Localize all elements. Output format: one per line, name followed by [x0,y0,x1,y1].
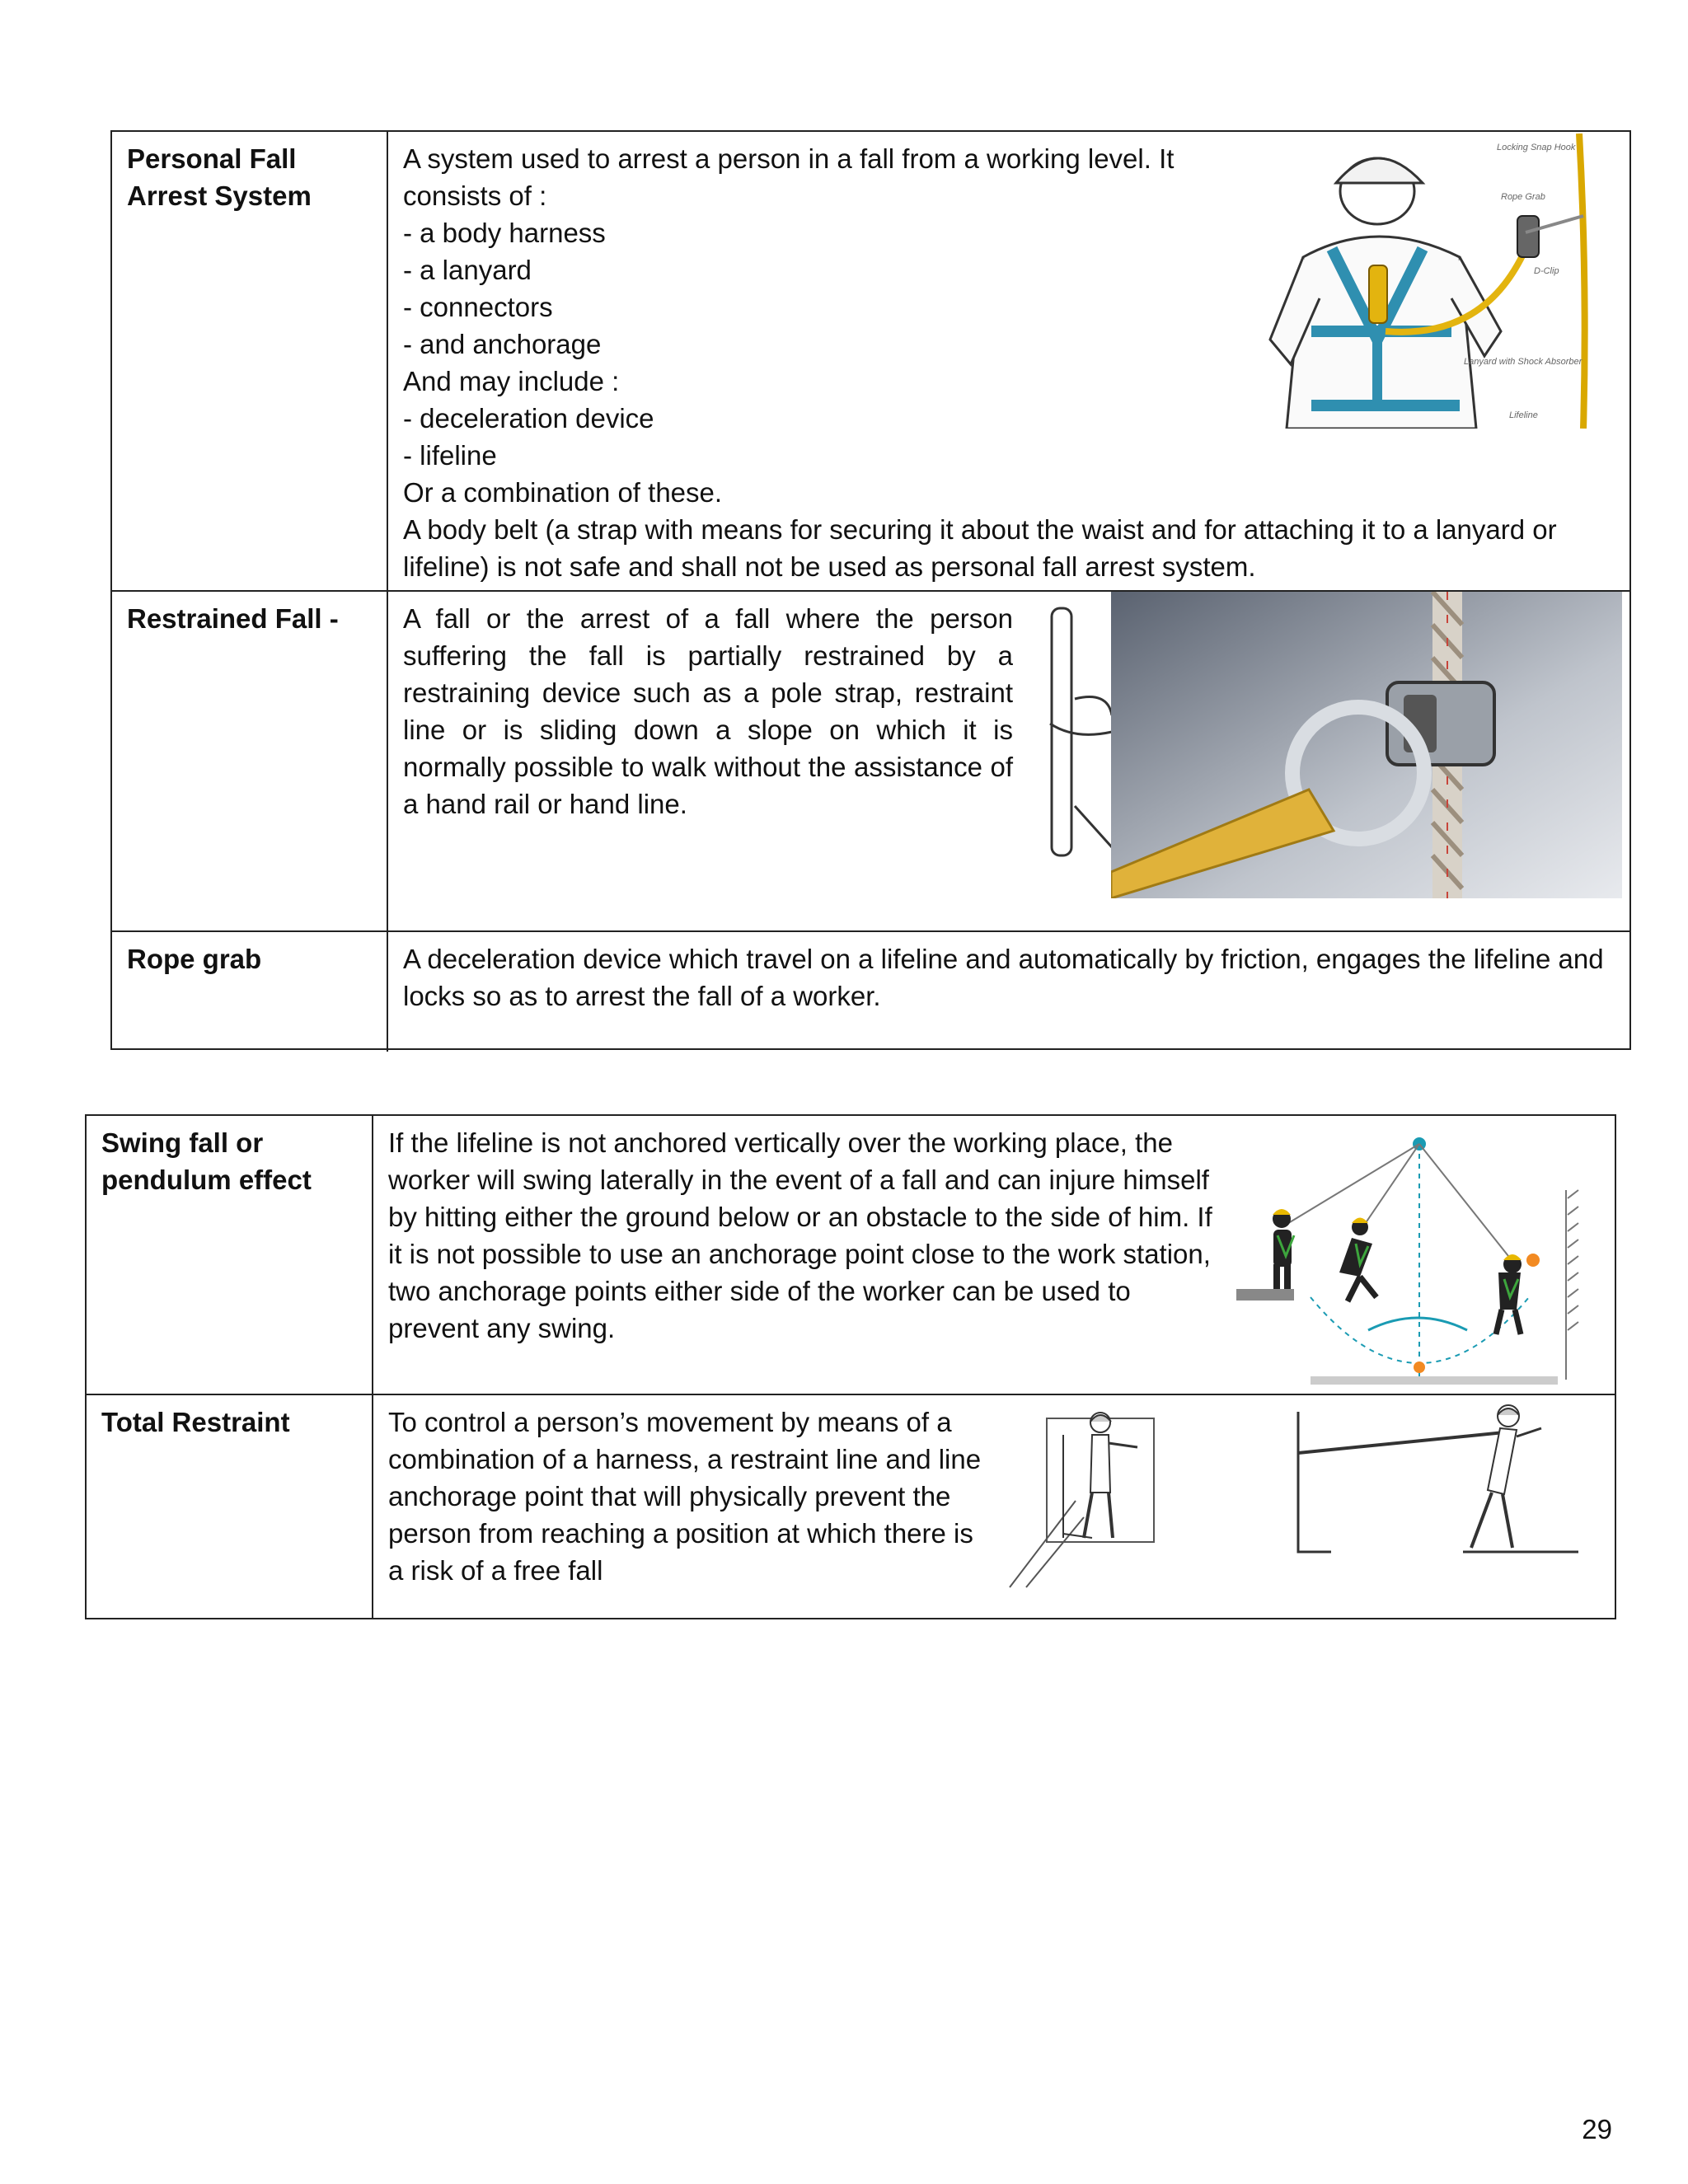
label-rope-grab: Rope Grab [1501,192,1545,202]
table-row-personal-fall-arrest [112,132,1629,590]
table-row-restrained-fall [112,590,1629,930]
definition-line: And may include : [403,366,620,396]
term-cell [112,132,388,590]
definition-text: If the lifeline is not anchored vertically over the working place, the worker will swing laterally in the event of a fall and can injure himself by hitting either the ground below or an obstacle to the side of him. If it is not possible to use an anchorage point close to the work station, two anchorage points either side of the worker can be used to prevent any swing. [388,1127,1212,1343]
restraint-illustration-climb [1001,1402,1166,1591]
term-cell [112,592,388,930]
definition-line: - deceleration device [403,403,654,434]
table-row-rope-grab [112,930,1629,1052]
definition-text: A fall or the arrest of a fall where the person suffering the fall is partially restrained by a restraining device such as a pole strap, restraint line or is sliding down a slope on which it is normally possible to walk without the assistance of a hand rail or hand line. [403,603,1013,819]
definition-cell [388,932,1629,1052]
harness-illustration [1254,134,1616,429]
definition-line: - and anchorage [403,329,602,359]
definition-line: A body belt (a strap with means for securing it about the waist and for attaching it to a lanyard or [403,514,1557,545]
definition-line: - a lanyard [403,255,532,285]
term-label: Swing fall or pendulum effect [101,1127,312,1195]
term-cell [87,1116,373,1394]
term-cell [87,1395,373,1619]
label-lanyard: Lanyard with Shock Absorber [1464,357,1582,367]
definition-line: - lifeline [403,440,497,471]
definition-line: A system used to arrest a person in a fall from a working level. It [403,143,1175,174]
term-label: Total Restraint [101,1407,290,1437]
restraint-illustration-pull [1282,1395,1595,1593]
term-cell [112,932,388,1052]
rope-grab-photo [1111,592,1622,898]
page-number: 29 [1582,2114,1612,2144]
definition-line: - connectors [403,292,553,322]
swing-fall-diagram [1236,1132,1599,1390]
table-fall-terms-1 [110,130,1631,1050]
table-fall-terms-2 [85,1114,1616,1619]
definition-line: Or a combination of these. [403,477,723,508]
term-label: Personal Fall Arrest System [127,143,312,211]
definition-text: A deceleration device which travel on a lifeline and automatically by friction, engages the lifeline and locks so as to arrest the fall of a worker. [403,944,1604,1011]
label-lifeline: Lifeline [1509,410,1538,420]
pole-strap-illustration [1042,600,1116,864]
term-label: Restrained Fall - [127,603,339,634]
term-label: Rope grab [127,944,262,974]
label-locking-snap-hook: Locking Snap Hook [1497,143,1576,152]
table-row-total-restraint [87,1394,1615,1619]
label-d-clip: D-Clip [1534,266,1559,276]
table-row-swing-fall [87,1116,1615,1394]
definition-line: - a body harness [403,218,606,248]
definition-line: lifeline) is not safe and shall not be used as personal fall arrest system. [403,551,1256,582]
definition-text: To control a person’s movement by means of a combination of a harness, a restraint line and line anchorage point that will physically prevent the person from reaching a position at which there is a risk of a free fall [388,1407,982,1586]
definition-line: consists of : [403,180,547,211]
